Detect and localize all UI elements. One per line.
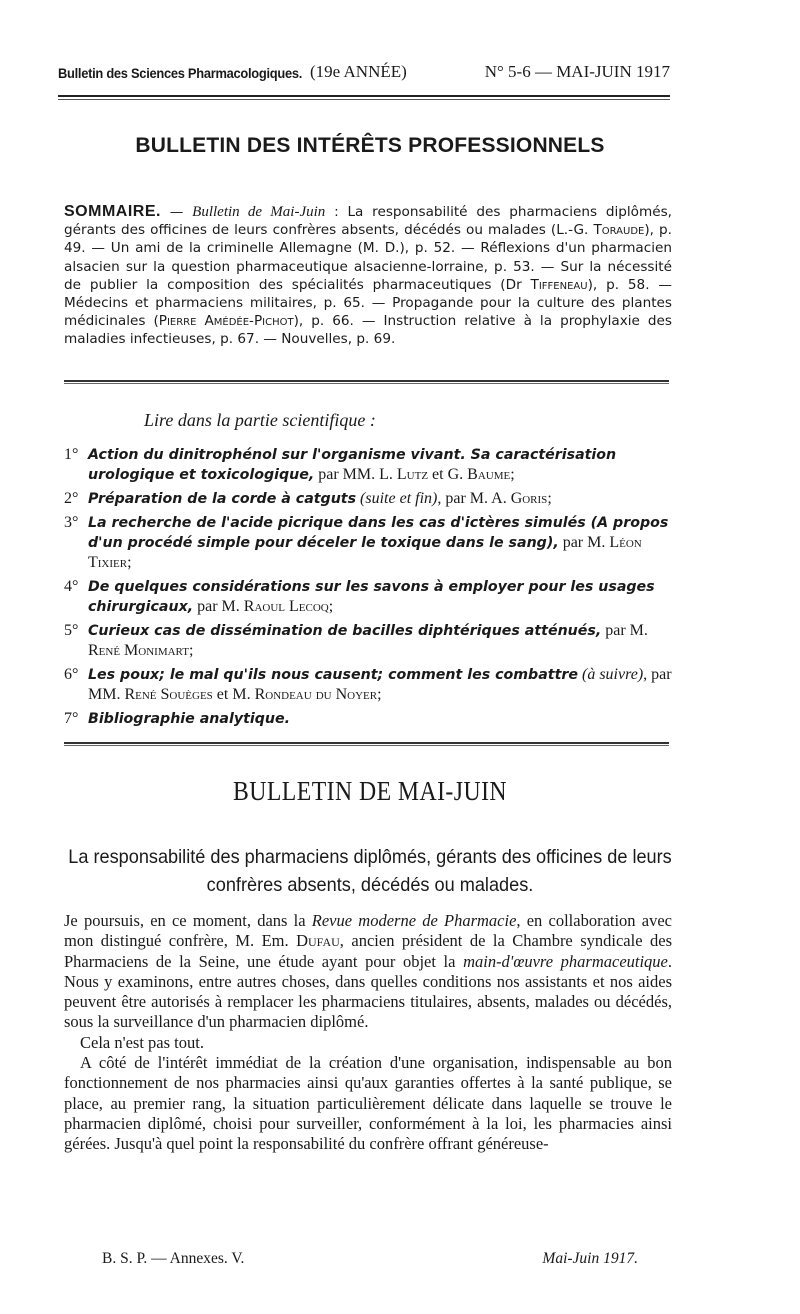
item-number: 5° xyxy=(64,622,79,639)
header-rule xyxy=(58,95,670,97)
item-end: ; xyxy=(510,466,515,483)
list-item xyxy=(64,577,676,617)
paragraph-text: , ancien président de la Chambre syndicale des Pharmaciens de la Seine, une étude ayant pour objet la xyxy=(64,931,672,971)
item-title: La recherche de l'acide picrique dans les cas d'ictères simulés (A propos d'un procédé simple pour déceler le toxique dans le sang), xyxy=(88,515,669,551)
item-byline: , par M. A. xyxy=(437,490,511,507)
item-byline: par M. xyxy=(558,534,610,551)
list-item xyxy=(64,445,676,485)
item-byline: par M. xyxy=(193,598,244,615)
item-title: Les poux; le mal qu'ils nous causent; comment les combattre xyxy=(88,667,578,683)
sommaire-dash: — xyxy=(160,204,193,220)
sommaire-text-1: : La responsabilité des pharmaciens diplômés, gérants des officines de leurs confrères absents, décédés ou malades (L.-G. xyxy=(64,204,672,239)
item-end: ; xyxy=(188,642,194,659)
item-author: Lutz xyxy=(396,466,429,483)
divider-rule-thin xyxy=(64,745,669,746)
item-byline-mid: et M. xyxy=(212,686,255,703)
scientific-part-heading: Lire dans la partie scientifique : xyxy=(144,410,376,430)
sommaire-text-2: ), p. 49. — Un ami de la criminelle Allemagne (M. D.), p. 52. — Réflexions d'un pharmacien alsacien sur la question pharmaceutique alsacienne-lorraine, p. 53. — Sur la nécessité de publier la composition des spécialités pharmaceutiques (Dr xyxy=(64,222,672,293)
item-byline: par M. xyxy=(601,622,648,639)
list-item xyxy=(64,665,676,705)
year-label: (19e ANNÉE) xyxy=(310,62,407,81)
item-author: Raoul Lecoq xyxy=(243,598,329,615)
scientific-contents-list xyxy=(64,445,676,733)
item-byline-mid: et G. xyxy=(428,466,468,483)
item-title: De quelques considérations sur les savons à employer pour les usages chirurgicaux, xyxy=(88,579,655,615)
item-number: 2° xyxy=(64,490,79,507)
issue-label: N° 5-6 — MAI-JUIN 1917 xyxy=(484,62,670,81)
item-end: ; xyxy=(328,598,334,615)
paragraph xyxy=(64,911,672,1033)
item-number: 7° xyxy=(64,710,79,727)
bulletin-title: BULLETIN DE MAI-JUIN xyxy=(232,776,508,806)
list-item xyxy=(64,513,676,573)
sommaire-block xyxy=(64,203,672,349)
item-byline: , par MM. xyxy=(88,666,672,703)
journal-reference: Revue moderne de Pharmacie xyxy=(311,911,517,930)
paragraph: A côté de l'intérêt immédiat de la création d'une organisation, indispensable au bon fonctionnement de nos pharmacies ainsi qu'aux garanties offertes à la santé publique, se place, au premier rang, la situation particulièrement délicate dans laquelle se trouve le pharmacien diplômé, choisi pour surveiller, conformément à la loi, les pharmacies ainsi gérées. Jusqu'à quel point la responsabilité du confrère offrant généreuse- xyxy=(64,1053,672,1154)
item-author: Goris xyxy=(510,490,548,507)
item-title: Action du dinitrophénol sur l'organisme vivant. Sa caractérisation urologique et toxicologique, xyxy=(88,447,617,483)
sommaire-bulletin: Bulletin de Mai-Juin xyxy=(192,204,326,220)
footer-right: Mai-Juin 1917. xyxy=(542,1250,638,1267)
item-note: (à suivre) xyxy=(577,666,644,683)
divider-rule xyxy=(64,742,669,744)
item-author: Baume xyxy=(467,466,511,483)
item-number: 1° xyxy=(64,446,79,463)
sommaire-author-2: Tiffeneau xyxy=(530,276,588,293)
item-author: Rondeau du Noyer xyxy=(254,686,378,703)
emphasis: main-d'œuvre pharmaceutique xyxy=(463,951,668,971)
item-end: ; xyxy=(377,686,382,703)
item-end: ; xyxy=(547,490,552,507)
sommaire-text-3: ), p. 58. — Médecins et pharmaciens militaires, p. 65. — Propagande pour la culture des plantes médicinales ( xyxy=(64,276,672,330)
section-title: BULLETIN DES INTÉRÊTS PROFESSIONNELS xyxy=(135,134,605,157)
item-title: Bibliographie analytique. xyxy=(88,711,290,727)
article-body xyxy=(64,911,672,1155)
item-author: René Monimart xyxy=(88,642,189,659)
item-title: Curieux cas de dissémination de bacilles diphtériques atténués, xyxy=(88,623,602,639)
item-number: 6° xyxy=(64,666,79,683)
paragraph: Cela n'est pas tout. xyxy=(80,1032,204,1052)
paragraph-text: Je poursuis, en ce moment, dans la xyxy=(64,911,312,930)
article-title: La responsabilité des pharmaciens diplômés, gérants des officines de leurs confrères absents, décédés ou malades. xyxy=(68,846,672,896)
divider-rule xyxy=(64,380,669,382)
item-author: René Souèges xyxy=(124,686,213,703)
item-number: 3° xyxy=(64,514,79,531)
sommaire-author-3: Pierre Amédée-Pichot xyxy=(158,313,294,330)
footer-left: B. S. P. — Annexes. V. xyxy=(102,1250,245,1267)
item-note: (suite et fin) xyxy=(356,490,438,507)
sommaire-author-1: Toraude xyxy=(593,222,645,239)
divider-rule-thin xyxy=(64,383,669,384)
header-rule-thin xyxy=(58,99,670,100)
list-item xyxy=(64,709,676,729)
item-title: Préparation de la corde à catguts xyxy=(88,491,357,507)
running-header xyxy=(58,62,670,90)
item-number: 4° xyxy=(64,578,79,595)
item-end: ; xyxy=(127,554,132,571)
sommaire-text-4: ), p. 66. — Instruction relative à la prophylaxie des maladies infectieuses, p. 67. — Nouvelles, p. 69. xyxy=(64,313,672,348)
sommaire-label: SOMMAIRE. xyxy=(64,203,161,220)
item-author: Léon Tixier xyxy=(88,534,642,571)
list-item xyxy=(64,489,676,509)
paragraph-text: . Nous y examinons, entre autres choses, dans quelles conditions nos assistants et nos aides peuvent être autorisés à remplacer les pharmaciens titulaires, absents, malades ou décédés, sous la surveillance d'un pharmacien diplômé. xyxy=(64,951,673,1032)
list-item xyxy=(64,621,676,661)
journal-name: Bulletin des Sciences Pharmacologiques. xyxy=(58,65,303,81)
author-name: Dufau xyxy=(296,931,340,951)
paragraph-text: , en collaboration avec mon distingué confrère, M. Em. xyxy=(64,911,672,951)
item-byline: par MM. L. xyxy=(314,466,397,483)
